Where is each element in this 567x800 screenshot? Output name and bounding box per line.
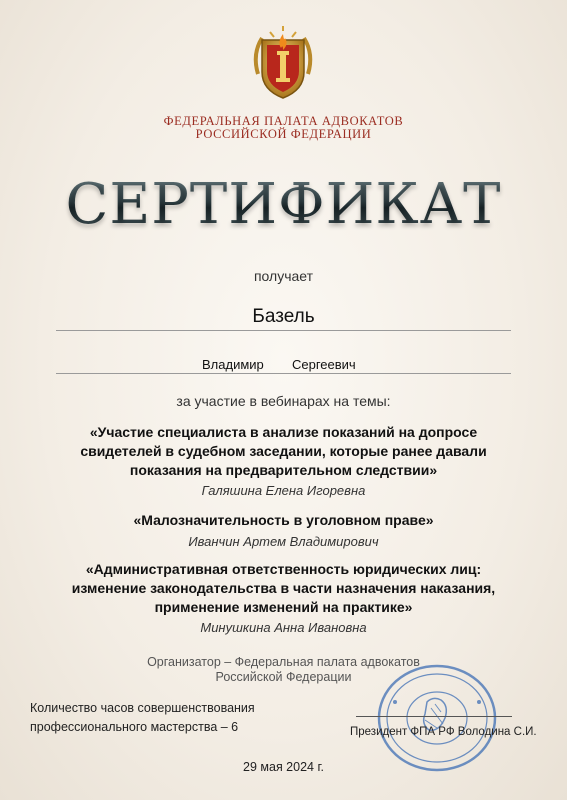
webinar-author: Галяшина Елена Игоревна	[201, 483, 366, 498]
recipient-patronymic: Сергеевич	[292, 357, 356, 372]
webinar-topic	[0, 560, 567, 617]
organizer-line: Организатор – Федеральная палата адвокатов	[147, 655, 420, 669]
recipient-surname: Базель	[252, 306, 315, 327]
organizer-line: Российской Федерации	[215, 670, 352, 684]
webinar-topic-line: свидетелей в судебном заседании, которые ранее давали	[80, 443, 487, 459]
webinars-intro: за участие в вебинарах на темы:	[176, 393, 391, 409]
webinar-topic	[0, 511, 567, 530]
hours-line: Количество часов совершенствования	[30, 701, 255, 715]
webinar-author: Иванчин Артем Владимирович	[188, 534, 379, 549]
webinar-topic-line: применение изменений на практике»	[154, 599, 413, 615]
webinar-topic-line: «Административная ответственность юридических лиц:	[85, 561, 482, 577]
fpa-emblem-icon	[248, 24, 318, 104]
organization-name-line2: РОССИЙСКОЙ ФЕДЕРАЦИИ	[195, 127, 372, 141]
webinar-topic	[0, 423, 567, 480]
webinar-topic-line: изменение законодательства в части назначения наказания,	[71, 580, 496, 596]
hours-line: профессионального мастерства – 6	[30, 720, 239, 734]
webinar-topic-line: показания на предварительном следствии»	[129, 462, 438, 478]
recipient-first-name: Владимир	[202, 357, 264, 372]
training-hours	[30, 699, 255, 737]
certificate-title: СЕРТИФИКАТ	[0, 172, 567, 237]
webinar-topic-line: «Участие специалиста в анализе показаний на допросе	[89, 424, 478, 440]
organization-name-line1: ФЕДЕРАЛЬНАЯ ПАЛАТА АДВОКАТОВ	[163, 114, 404, 128]
surname-underline	[56, 330, 511, 331]
fpa-seal-stamp-icon	[375, 662, 499, 774]
receives-label: получает	[253, 268, 314, 284]
name-underline	[56, 373, 511, 374]
webinar-topic-line: «Малозначительность в уголовном праве»	[133, 512, 434, 528]
president-signature: Президент ФПА РФ Володина С.И.	[350, 726, 537, 738]
signature-line	[356, 716, 512, 717]
webinar-author: Минушкина Анна Ивановна	[200, 620, 367, 635]
issue-date: 29 мая 2024 г.	[243, 760, 324, 774]
